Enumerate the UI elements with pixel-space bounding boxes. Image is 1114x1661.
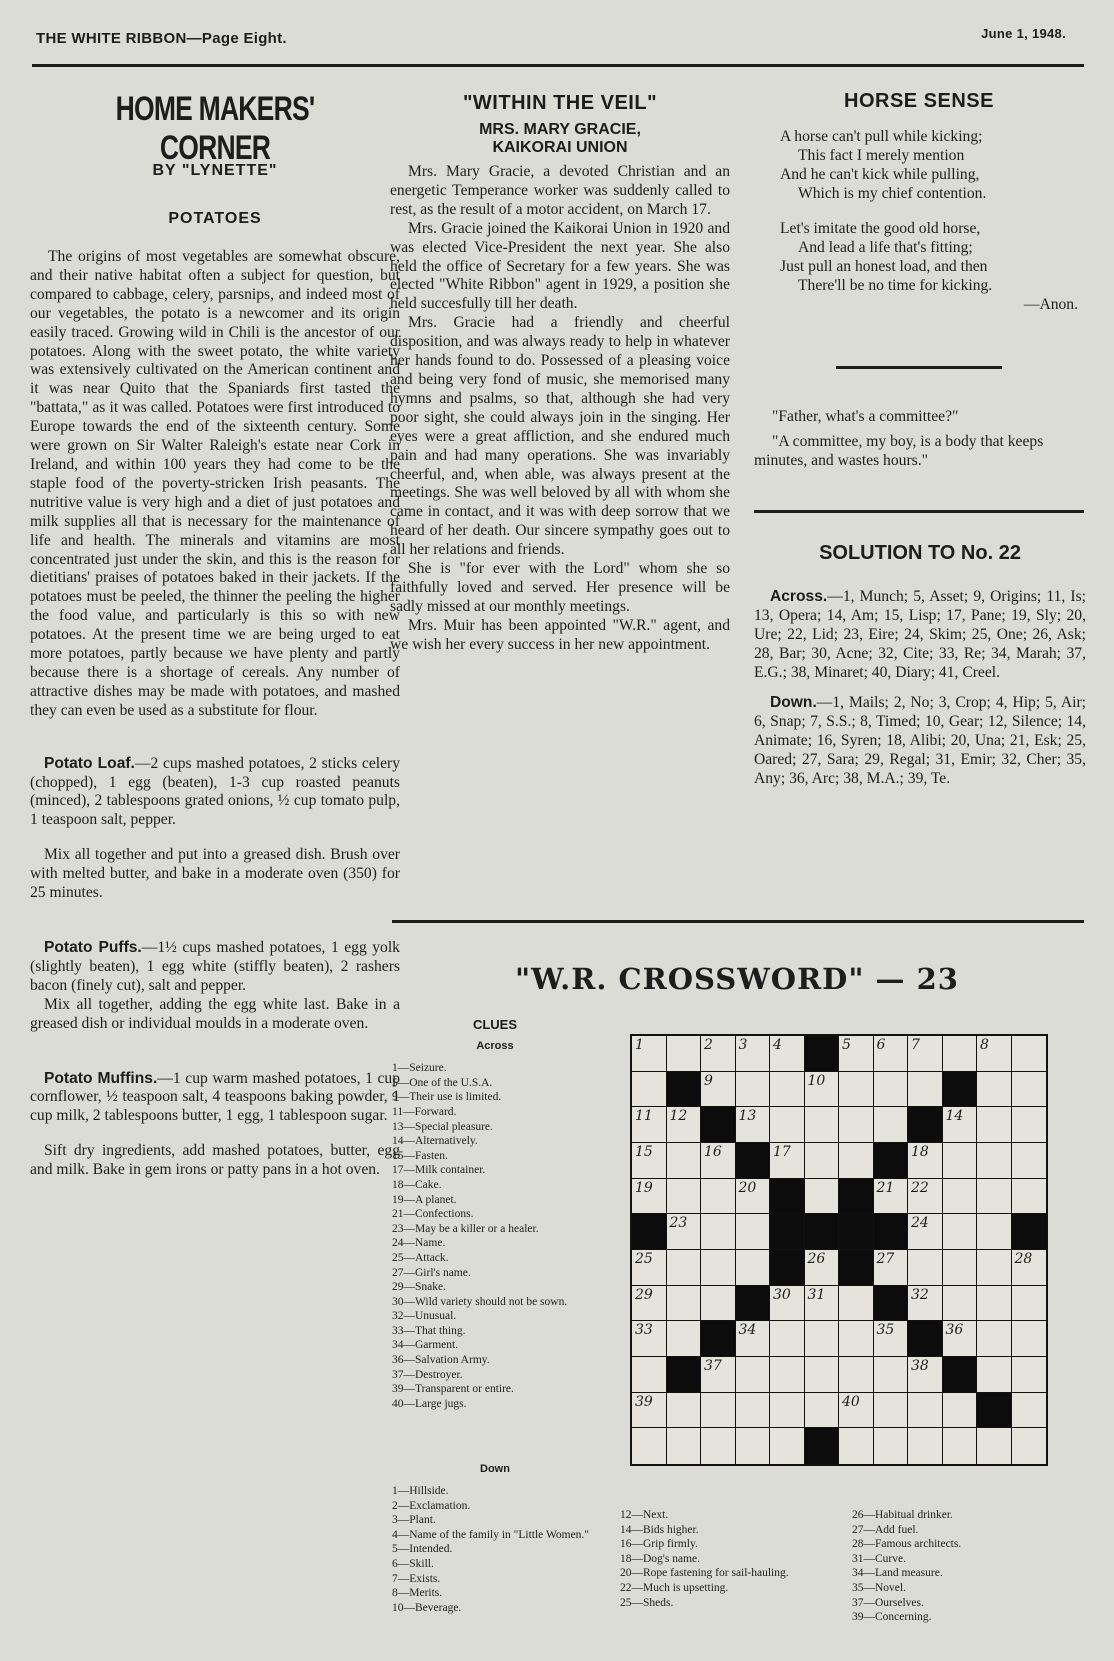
crossword-title: "W.R. CROSSWORD" — 23 xyxy=(515,962,959,996)
crossword-cell[interactable] xyxy=(1012,1393,1047,1429)
crossword-cell-number: 29 xyxy=(635,1286,653,1303)
crossword-cell-number: 13 xyxy=(738,1108,757,1125)
clues-heading: CLUES xyxy=(472,1017,518,1032)
crossword-cell[interactable] xyxy=(1012,1036,1047,1072)
crossword-cell-number: 24 xyxy=(911,1215,929,1232)
crossword-cell-number: 8 xyxy=(980,1037,989,1053)
recipe-method: Sift dry ingredients, add mashed potatoes, butter, egg and milk. Bake in gem irons or patty pans in a hot oven. xyxy=(30,1142,400,1179)
veil-paragraph: Mrs. Mary Gracie, a devoted Christian and an energetic Temperance worker was suddenly called to rest, as the result of a motor accident, on March 17. xyxy=(390,163,730,218)
clue-item: 33—That thing. xyxy=(392,1324,466,1337)
crossword-cell[interactable] xyxy=(839,1036,874,1072)
crossword-cell-number: 15 xyxy=(635,1144,653,1160)
poem-line: And he can't kick while pulling, xyxy=(780,166,980,183)
crossword-cell[interactable] xyxy=(1012,1321,1047,1357)
crossword-black-cell xyxy=(701,1321,736,1357)
poem-line: A horse can't pull while kicking; xyxy=(780,128,983,145)
crossword-cell[interactable] xyxy=(908,1214,943,1250)
clue-item: 26—Habitual drinker. xyxy=(852,1509,953,1521)
crossword-cell-number: 19 xyxy=(635,1179,653,1196)
crossword-black-cell xyxy=(874,1143,909,1179)
crossword-cell[interactable] xyxy=(839,1107,874,1143)
crossword-cell[interactable] xyxy=(632,1107,667,1143)
poem-line: Just pull an honest load, and then xyxy=(780,258,988,275)
crossword-cell-number: 12 xyxy=(669,1108,688,1125)
recipe-method: Mix all together and put into a greased dish. Brush over with melted butter, and bake in a moderate oven (350) for 25 minutes. xyxy=(30,846,400,902)
crossword-black-cell xyxy=(667,1072,702,1108)
clue-item: 32—Unusual. xyxy=(392,1310,457,1323)
crossword-cell[interactable] xyxy=(874,1428,909,1464)
divider-short xyxy=(836,366,1002,369)
clue-item: 18—Cake. xyxy=(392,1178,442,1191)
clue-item: 39—Concerning. xyxy=(852,1611,932,1624)
crossword-cell-number: 21 xyxy=(876,1179,895,1196)
potato-intro: The origins of most vegetables are somewhat obscure, and their native habitat often a subject for question, but compared to cabbage, celery, parsnips, and indeed most of our vegetables, the potato is a newcomer and its origin easily traced. Growing wild in Chili is the ancestor of our potatoes. Along with the sweet potato, the white variety was extensively cultivated on the American continent and it was near Quito that the Spaniards first tasted the "battata," as it was called. Potatoes were first introduced to Europe towards the end of the sixteenth century. Some were grown on Sir Walter Raleigh's estate near Cork in Ireland, and within 100 years they had come to be the staple food of the poverty-stricken Irish peasants. The nutritive value is very high and a diet of just potatoes and milk supplies all that is necessary for the maintenance of life and health. The minerals and vitamins are most concentrated just under the skin, and this is the reason for dietitians' praises of potatoes baked in their jackets. If the potatoes must be peeled, the thinner the peeling the higher the food value, and particularly is this so with new potatoes. At the present time we are being urged to eat more potatoes, partly because we have plenty and partly because there is a shortage of cereals. Any number of attractive dishes may be made with potatoes, and mashed they can even be used as a substitute for flour. xyxy=(30,248,400,719)
crossword-cell-number: 17 xyxy=(773,1144,791,1160)
clue-item: 10—Beverage. xyxy=(392,1601,462,1614)
crossword-black-cell xyxy=(736,1286,771,1322)
crossword-cell[interactable] xyxy=(977,1357,1012,1393)
crossword-cell[interactable] xyxy=(908,1393,943,1429)
clue-item: 1—Hillside. xyxy=(392,1485,449,1497)
crossword-cell-number: 23 xyxy=(669,1215,688,1232)
crossword-cell[interactable] xyxy=(701,1214,736,1250)
crossword-cell-number: 18 xyxy=(911,1144,929,1160)
veil-paragraph: Mrs. Gracie had a friendly and cheerful disposition, and was always ready to help in whatever her hands found to do. Possessed of a pleasing voice and being very fond of music, she memorised many hymns and psalms, so that, although she had very poor sight, she could always join in the singing. Her eyes were a great affliction, and she endured much pain and had many operations. She was invariably cheerful, and, when able, was always present at the meetings. She was well beloved by all with whom she came in contact, and it was with deep sorrow that we heard of her death. Our sincere sympathy goes out to all her relations and friends. xyxy=(390,314,730,559)
crossword-cell[interactable] xyxy=(805,1286,840,1322)
crossword-cell[interactable] xyxy=(770,1321,805,1357)
crossword-cell[interactable] xyxy=(874,1393,909,1429)
crossword-cell-number: 20 xyxy=(738,1179,757,1196)
poem-line: Let's imitate the good old horse, xyxy=(780,220,981,237)
crossword-cell-number: 3 xyxy=(738,1037,748,1053)
crossword-cell-number: 36 xyxy=(945,1322,964,1339)
veil-title: "WITHIN THE VEIL" xyxy=(462,92,658,114)
crossword-cell-number: 4 xyxy=(773,1037,782,1053)
crossword-cell[interactable] xyxy=(632,1321,667,1357)
crossword-rule xyxy=(392,920,1084,923)
clue-item: 28—Famous architects. xyxy=(852,1538,962,1551)
crossword-cell[interactable] xyxy=(805,1250,840,1286)
clue-item: 31—Curve. xyxy=(852,1552,906,1565)
veil-paragraph: Mrs. Gracie joined the Kaikorai Union in 1920 and was elected Vice-President the next year. She also held the office of Secretary for a few years. She was elected "White Ribbon" agent in 1929, a position she held succesfully till her death. xyxy=(390,219,730,313)
veil-subtitle-name: MRS. MARY GRACIE, xyxy=(479,121,641,138)
crossword-cell[interactable] xyxy=(736,1393,771,1429)
home-makers-title: HOME MAKERS' CORNER xyxy=(115,90,315,167)
solution-22 xyxy=(754,542,1086,799)
crossword-black-cell xyxy=(839,1214,874,1250)
crossword-cell[interactable] xyxy=(701,1428,736,1464)
crossword-cell[interactable] xyxy=(1012,1143,1047,1179)
crossword-cell[interactable] xyxy=(736,1214,771,1250)
clue-item: 23—May be a killer or a healer. xyxy=(392,1222,539,1235)
recipe-potato-muffins xyxy=(30,1070,400,1181)
recipe-method: Mix all together, adding the egg white last. Bake in a greased dish or individual moulds in a moderate oven. xyxy=(30,995,400,1032)
crossword-cell[interactable] xyxy=(701,1357,736,1393)
crossword-cell[interactable] xyxy=(943,1428,978,1464)
solution-down: —1, Mails; 2, No; 3, Crop; 4, Hip; 5, Air; 6, Snap; 7, S.S.; 8, Timed; 10, Gear; 12, Silence; 14, Animate; 16, Syren; 18, Alibi; 20, Una; 21, Esk; 25, Oared; 27, Sara; 29, Regal; 31, Emir; 32, Cher; 35, Any; 36, Arc; 38, M.A.; 39, Te. xyxy=(754,694,1086,787)
crossword-cell[interactable] xyxy=(701,1250,736,1286)
crossword-cell[interactable] xyxy=(943,1107,978,1143)
crossword-cell[interactable] xyxy=(908,1250,943,1286)
crossword-cell[interactable] xyxy=(667,1250,702,1286)
veil-paragraph: Mrs. Muir has been appointed "W.R." agent, and we wish her every success in her new appointment. xyxy=(390,616,730,653)
crossword-black-cell xyxy=(977,1393,1012,1429)
poem-line: Which is my chief contention. xyxy=(798,185,987,202)
crossword-cell[interactable] xyxy=(1012,1179,1047,1215)
poem-line: There'll be no time for kicking. xyxy=(798,277,993,294)
crossword-cell[interactable] xyxy=(943,1393,978,1429)
crossword-cell[interactable] xyxy=(736,1428,771,1464)
crossword-cell[interactable] xyxy=(874,1036,909,1072)
clue-item: 25—Sheds. xyxy=(620,1596,674,1609)
crossword-cell[interactable] xyxy=(805,1357,840,1393)
crossword-cell[interactable] xyxy=(770,1036,805,1072)
solution-across-label: Across. xyxy=(770,588,828,605)
crossword-black-cell xyxy=(701,1107,736,1143)
clue-item: 14—Bids higher. xyxy=(620,1523,699,1536)
crossword-cell[interactable] xyxy=(977,1107,1012,1143)
crossword-cell[interactable] xyxy=(632,1428,667,1464)
crossword-cell[interactable] xyxy=(839,1072,874,1108)
crossword-cell[interactable] xyxy=(667,1036,702,1072)
crossword-cell[interactable] xyxy=(977,1179,1012,1215)
crossword-black-cell xyxy=(943,1072,978,1108)
crossword-cell[interactable] xyxy=(770,1393,805,1429)
crossword-cell[interactable] xyxy=(701,1286,736,1322)
page-header-title: THE WHITE RIBBON—Page Eight. xyxy=(36,30,287,47)
crossword-cell-number: 35 xyxy=(876,1322,895,1339)
crossword-cell[interactable] xyxy=(839,1286,874,1322)
veil-subtitle-union: KAIKORAI UNION xyxy=(492,139,628,156)
crossword-cell[interactable] xyxy=(805,1393,840,1429)
clue-item: 17—Milk container. xyxy=(392,1164,486,1177)
recipe-title: Potato Muffins. xyxy=(44,1069,158,1087)
crossword-black-cell xyxy=(770,1179,805,1215)
crossword-cell[interactable] xyxy=(736,1357,771,1393)
crossword-black-cell xyxy=(805,1214,840,1250)
clue-item: 5—One of the U.S.A. xyxy=(392,1076,493,1089)
crossword-cell[interactable] xyxy=(839,1393,874,1429)
crossword-black-cell xyxy=(632,1214,667,1250)
crossword-black-cell xyxy=(839,1250,874,1286)
solution-down-label: Down. xyxy=(770,694,817,711)
crossword-cell[interactable] xyxy=(908,1286,943,1322)
crossword-cell[interactable] xyxy=(977,1143,1012,1179)
clue-item: 4—Name of the family in "Little Women." xyxy=(392,1528,589,1541)
poem-author: —Anon. xyxy=(1023,296,1078,313)
within-the-veil-column xyxy=(390,92,730,655)
clue-item: 8—Merits. xyxy=(392,1587,443,1600)
crossword-black-cell xyxy=(770,1214,805,1250)
crossword-cell-number: 7 xyxy=(911,1037,920,1053)
crossword-cell[interactable] xyxy=(1012,1428,1047,1464)
crossword-cell[interactable] xyxy=(874,1072,909,1108)
crossword-cell-number: 25 xyxy=(635,1251,653,1267)
crossword-cell[interactable] xyxy=(839,1357,874,1393)
crossword-cell[interactable] xyxy=(908,1036,943,1072)
crossword-black-cell xyxy=(770,1250,805,1286)
solution-title: SOLUTION TO No. 22 xyxy=(819,542,1021,564)
clue-item: 13—Special pleasure. xyxy=(392,1120,493,1133)
crossword-cell[interactable] xyxy=(839,1143,874,1179)
horse-sense-column xyxy=(750,90,1088,314)
clue-item: 6—Skill. xyxy=(392,1557,434,1570)
down-clue-list xyxy=(392,1484,600,1615)
crossword-cell[interactable] xyxy=(977,1428,1012,1464)
crossword-cell[interactable] xyxy=(805,1179,840,1215)
crossword-cell[interactable] xyxy=(632,1357,667,1393)
crossword-black-cell xyxy=(874,1214,909,1250)
crossword-black-cell xyxy=(874,1286,909,1322)
crossword-cell[interactable] xyxy=(667,1393,702,1429)
clue-item: 5—Intended. xyxy=(392,1543,453,1556)
crossword-cell-number: 32 xyxy=(911,1286,929,1303)
solution-across: —1, Munch; 5, Asset; 9, Origins; 11, Is; 13, Opera; 14, Am; 15, Lisp; 17, Pane; 19, Sly; 20, Ure; 22, Lid; 23, Eire; 24, Skim; 25, One; 26, Ask; 28, Bar; 30, Acne; 32, Cite; 33, Re; 34, Marah; 37, E.G.; 38, Minaret; 40, Diary; 41, Creel. xyxy=(754,588,1086,681)
crossword-black-cell xyxy=(908,1321,943,1357)
crossword-cell-number: 34 xyxy=(738,1322,757,1339)
crossword-cell[interactable] xyxy=(943,1321,978,1357)
crossword-cell-number: 22 xyxy=(911,1179,929,1196)
crossword-cell[interactable] xyxy=(908,1357,943,1393)
crossword-cell[interactable] xyxy=(805,1107,840,1143)
crossword-cell-number: 37 xyxy=(704,1358,722,1374)
crossword-black-cell xyxy=(805,1428,840,1464)
crossword-cell[interactable] xyxy=(770,1428,805,1464)
clue-item: 20—Rope fastening for sail-hauling. xyxy=(620,1567,789,1580)
crossword-cell[interactable] xyxy=(736,1321,771,1357)
crossword-cell[interactable] xyxy=(943,1286,978,1322)
home-makers-column xyxy=(30,80,400,1180)
crossword-cell[interactable] xyxy=(667,1107,702,1143)
crossword-black-cell xyxy=(805,1036,840,1072)
crossword-cell[interactable] xyxy=(632,1036,667,1072)
crossword-cell[interactable] xyxy=(1012,1250,1047,1286)
across-clue-list xyxy=(392,1061,598,1411)
page-header-date: June 1, 1948. xyxy=(981,26,1066,41)
crossword-cell-number: 28 xyxy=(1014,1251,1033,1267)
crossword-cell[interactable] xyxy=(1012,1357,1047,1393)
crossword-cell[interactable] xyxy=(736,1250,771,1286)
recipe-potato-loaf xyxy=(30,755,400,903)
crossword-cell[interactable] xyxy=(943,1036,978,1072)
crossword-cell[interactable] xyxy=(632,1072,667,1108)
clue-item: 2—Exclamation. xyxy=(392,1499,471,1512)
crossword-cell-number: 38 xyxy=(911,1358,929,1374)
crossword-black-cell xyxy=(1012,1214,1047,1250)
crossword-cell[interactable] xyxy=(805,1072,840,1108)
crossword-cell[interactable] xyxy=(839,1428,874,1464)
crossword-cell[interactable] xyxy=(908,1428,943,1464)
recipe-title: Potato Puffs. xyxy=(44,939,142,956)
poem-line: And lead a life that's fitting; xyxy=(798,239,973,256)
crossword-cell[interactable] xyxy=(977,1072,1012,1108)
crossword-cell[interactable] xyxy=(943,1143,978,1179)
crossword-grid[interactable] xyxy=(630,1034,1048,1466)
clue-item: 37—Ourselves. xyxy=(852,1596,924,1609)
crossword-cell[interactable] xyxy=(943,1250,978,1286)
crossword-cell[interactable] xyxy=(632,1179,667,1215)
crossword-cell-number: 33 xyxy=(635,1322,653,1339)
crossword-cell[interactable] xyxy=(701,1393,736,1429)
clue-item: 29—Snake. xyxy=(392,1281,446,1294)
committee-joke xyxy=(754,407,1088,470)
crossword-black-cell xyxy=(943,1357,978,1393)
down-clue-list xyxy=(852,1508,1052,1625)
crossword-cell[interactable] xyxy=(977,1250,1012,1286)
crossword-cell[interactable] xyxy=(632,1143,667,1179)
crossword-clues-across xyxy=(392,1018,598,1411)
clue-item: 3—Plant. xyxy=(392,1514,436,1527)
clue-item: 1—Seizure. xyxy=(392,1062,447,1075)
header-rule xyxy=(32,64,1084,67)
crossword-cell[interactable] xyxy=(1012,1107,1047,1143)
crossword-cell-number: 14 xyxy=(945,1108,964,1125)
crossword-cell[interactable] xyxy=(632,1393,667,1429)
crossword-cell-number: 5 xyxy=(842,1037,851,1053)
clue-item: 21—Confections. xyxy=(392,1208,474,1221)
clue-item: 30—Wild variety should not be sown. xyxy=(392,1295,568,1308)
recipe-ingredients: —1½ cups mashed potatoes, 1 egg yolk (slightly beaten), 1 egg white (stiffly beaten), 2 rashers bacon (finely cut), salt and pepper. xyxy=(30,939,400,994)
clue-item: 35—Novel. xyxy=(852,1581,906,1594)
clue-item: 36—Salvation Army. xyxy=(392,1354,490,1367)
crossword-cell[interactable] xyxy=(977,1321,1012,1357)
recipe-potato-puffs xyxy=(30,939,400,1034)
crossword-cell[interactable] xyxy=(874,1107,909,1143)
clue-item: 37—Destroyer. xyxy=(392,1368,463,1381)
crossword-cell[interactable] xyxy=(1012,1286,1047,1322)
clue-item: 27—Add fuel. xyxy=(852,1523,919,1536)
crossword-cell[interactable] xyxy=(632,1286,667,1322)
crossword-cell[interactable] xyxy=(736,1107,771,1143)
crossword-cell[interactable] xyxy=(701,1072,736,1108)
crossword-cell[interactable] xyxy=(667,1286,702,1322)
crossword-cell[interactable] xyxy=(770,1357,805,1393)
crossword-cell-number: 30 xyxy=(773,1286,791,1303)
horse-sense-title: HORSE SENSE xyxy=(844,90,994,112)
clue-item: 27—Girl's name. xyxy=(392,1266,471,1279)
clue-item: 15—Fasten. xyxy=(392,1149,448,1162)
crossword-cell[interactable] xyxy=(770,1286,805,1322)
clue-item: 24—Name. xyxy=(392,1237,446,1250)
section-title: POTATOES xyxy=(168,210,262,227)
crossword-cell[interactable] xyxy=(701,1179,736,1215)
clue-item: 39—Transparent or entire. xyxy=(392,1383,514,1396)
crossword-cell-number: 40 xyxy=(842,1393,860,1410)
crossword-cell[interactable] xyxy=(667,1179,702,1215)
crossword-cell[interactable] xyxy=(805,1143,840,1179)
crossword-cell[interactable] xyxy=(908,1179,943,1215)
crossword-cell[interactable] xyxy=(736,1179,771,1215)
clue-item: 22—Much is upsetting. xyxy=(620,1581,729,1594)
joke-question: "Father, what's a committee?" xyxy=(772,408,959,425)
crossword-cell[interactable] xyxy=(874,1179,909,1215)
crossword-black-cell xyxy=(839,1179,874,1215)
crossword-cell[interactable] xyxy=(874,1321,909,1357)
crossword-cell[interactable] xyxy=(667,1143,702,1179)
crossword-cell[interactable] xyxy=(667,1214,702,1250)
crossword-black-cell xyxy=(667,1357,702,1393)
recipe-title: Potato Loaf. xyxy=(44,754,135,772)
clue-item: 7—Exists. xyxy=(392,1572,441,1585)
clue-item: 11—Forward. xyxy=(392,1105,457,1118)
crossword-cell[interactable] xyxy=(874,1250,909,1286)
crossword-black-cell xyxy=(736,1143,771,1179)
joke-answer: "A committee, my boy, is a body that keeps minutes, and wastes hours." xyxy=(754,433,1044,469)
crossword-cell[interactable] xyxy=(943,1214,978,1250)
byline: BY "LYNETTE" xyxy=(152,162,278,179)
crossword-cell-number: 2 xyxy=(704,1037,713,1053)
poem-line: This fact I merely mention xyxy=(798,147,965,164)
crossword-cell[interactable] xyxy=(770,1107,805,1143)
clue-item: 12—Next. xyxy=(620,1509,669,1521)
crossword-cell-number: 31 xyxy=(807,1286,826,1303)
clue-item: 34—Garment. xyxy=(392,1339,459,1352)
crossword-cell-number: 27 xyxy=(876,1251,895,1267)
crossword-cell[interactable] xyxy=(977,1214,1012,1250)
crossword-cell-number: 11 xyxy=(635,1108,653,1125)
crossword-cell[interactable] xyxy=(632,1250,667,1286)
crossword-cell[interactable] xyxy=(805,1321,840,1357)
crossword-cell[interactable] xyxy=(977,1036,1012,1072)
down-heading: Down xyxy=(480,1463,510,1475)
clue-item: 25—Attack. xyxy=(392,1251,449,1264)
crossword-cell[interactable] xyxy=(701,1143,736,1179)
veil-paragraph: She is "for ever with the Lord" whom she so faithfully loved and served. Her presence will be sadly missed at our monthly meetings. xyxy=(390,560,730,615)
crossword-cell[interactable] xyxy=(839,1321,874,1357)
crossword-cell[interactable] xyxy=(701,1036,736,1072)
horse-sense-poem xyxy=(750,127,1088,314)
crossword-cell-number: 10 xyxy=(807,1072,826,1089)
recipe-ingredients: —2 cups mashed potatoes, 2 sticks celery (chopped), 1 egg (beaten), 1-3 cup roasted peanuts (minced), 2 tablespoons grated onions, ½ cup tomato pulp, 1 teaspoon salt, pepper. xyxy=(30,754,400,829)
clue-item: 18—Dog's name. xyxy=(620,1552,701,1565)
clue-item: 40—Large jugs. xyxy=(392,1397,467,1410)
clue-item: 14—Alternatively. xyxy=(392,1135,478,1148)
clue-item: 34—Land measure. xyxy=(852,1567,943,1580)
across-heading: Across xyxy=(476,1039,514,1052)
crossword-cell[interactable] xyxy=(667,1428,702,1464)
down-clue-list xyxy=(620,1508,830,1610)
clue-item: 9—Their use is limited. xyxy=(392,1091,502,1104)
crossword-cell[interactable] xyxy=(943,1179,978,1215)
recipe-ingredients: —1 cup warm mashed potatoes, 1 cup cornflower, ½ teaspoon salt, 4 teaspoons baking powder, 1 cup milk, 2 tablespoons butter, 1 egg, 1 tablespoon sugar. xyxy=(30,1069,400,1125)
crossword-cell[interactable] xyxy=(667,1321,702,1357)
clue-item: 16—Grip firmly. xyxy=(620,1538,698,1551)
crossword-cell[interactable] xyxy=(770,1072,805,1108)
clue-item: 19—A planet. xyxy=(392,1193,457,1206)
crossword-cell[interactable] xyxy=(874,1357,909,1393)
crossword-cell-number: 1 xyxy=(635,1037,644,1053)
crossword-cell[interactable] xyxy=(908,1072,943,1108)
crossword-cell-number: 16 xyxy=(704,1144,722,1160)
crossword-cell[interactable] xyxy=(736,1036,771,1072)
divider-long xyxy=(754,510,1084,513)
crossword-cell[interactable] xyxy=(977,1286,1012,1322)
crossword-cell-number: 6 xyxy=(876,1037,886,1053)
crossword-cell[interactable] xyxy=(908,1143,943,1179)
crossword-cell[interactable] xyxy=(1012,1072,1047,1108)
crossword-cell[interactable] xyxy=(770,1143,805,1179)
crossword-cell[interactable] xyxy=(736,1072,771,1108)
crossword-cell-number: 9 xyxy=(704,1072,713,1089)
crossword-cell-number: 39 xyxy=(635,1393,653,1410)
crossword-cell-number: 26 xyxy=(807,1251,826,1267)
crossword-black-cell xyxy=(908,1107,943,1143)
